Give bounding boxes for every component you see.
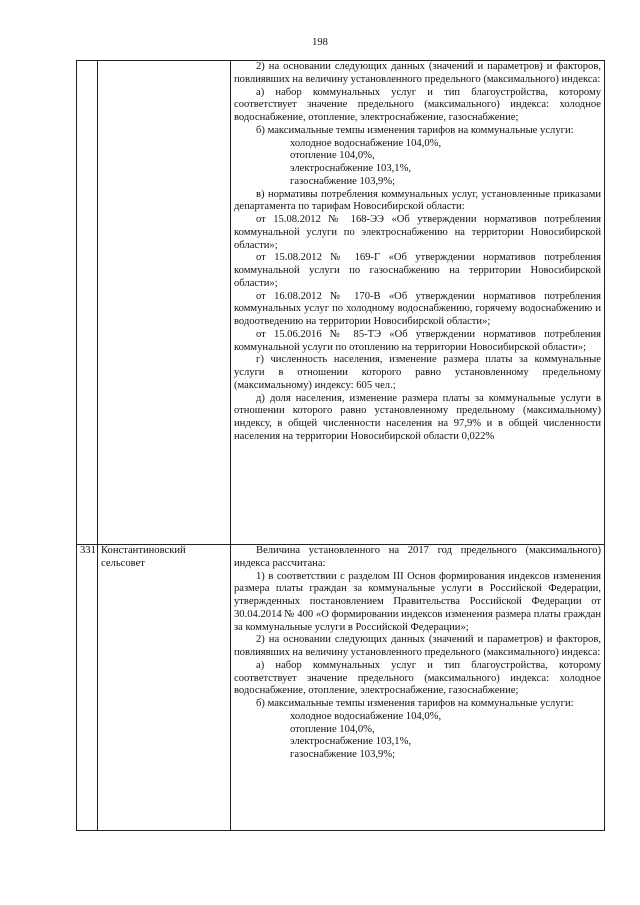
table-row xyxy=(77,545,605,831)
paragraph: от 15.06.2016 № 85-ТЭ «Об утверждении нормативов потребления коммунальной услуги по отоплению на территории Новосибирской области»; xyxy=(234,328,601,353)
paragraph: от 15.08.2012 № 168-ЭЭ «Об утверждении нормативов потребления коммунальной услуги по электроснабжению на территории Новосибирской области»; xyxy=(234,214,601,251)
municipality-name xyxy=(98,61,231,545)
paragraph: а) набор коммунальных услуг и тип благоустройства, которому соответствует значение предельного (максимального) индекса: холодное водоснабжение, отопление, электроснабжение, газоснабжение; xyxy=(234,86,601,123)
tariff-item: электроснабжение 103,1%, xyxy=(290,736,412,748)
paragraph: б) максимальные темпы изменения тарифов на коммунальные услуги: xyxy=(256,124,574,136)
tariff-item: отопление 104,0%, xyxy=(290,150,375,162)
paragraph: 2) на основании следующих данных (значений и параметров) и факторов, повлиявших на величину установленного предельного (максимального) индекса: xyxy=(234,634,601,658)
row-description xyxy=(231,545,605,831)
paragraph: от 15.08.2012 № 169-Г «Об утверждении нормативов потребления коммунальной услуги по газоснабжению на территории Новосибирской области»; xyxy=(234,252,601,289)
paragraph: д) доля населения, изменение размера платы за коммунальные услуги в отношении которого равно установленному предельному (максимальному) индексу, в общей численности населения на 97,9% и в общей численности населения на территории Новосибирской области 0,022% xyxy=(234,392,601,442)
tariff-item: холодное водоснабжение 104,0%, xyxy=(290,137,442,149)
row-number: 331 xyxy=(77,545,98,831)
page-number: 198 xyxy=(312,37,328,48)
paragraph: 1) в соответствии с разделом III Основ формирования индексов изменения размера платы граждан за коммунальные услуги в Российской Федерации, утвержденных постановлением Правительства Российской Федерации от 30.04.2014 № 400 «О формировании индексов изменения размера платы граждан за коммунальные услуги в Российской Федерации»; xyxy=(234,570,601,633)
tariff-item: электроснабжение 103,1%, xyxy=(290,163,412,174)
tariff-item: газоснабжение 103,9%; xyxy=(290,749,396,760)
tariff-index-table xyxy=(76,60,605,831)
paragraph: а) набор коммунальных услуг и тип благоустройства, которому соответствует значение предельного (максимального) индекса: холодное водоснабжение, отопление, электроснабжение, газоснабжение; xyxy=(234,659,601,697)
table-row xyxy=(77,61,605,545)
tariff-item: отопление 104,0%, xyxy=(290,723,375,735)
tariff-item: холодное водоснабжение 104,0%, xyxy=(290,710,442,722)
paragraph: г) численность населения, изменение размера платы за коммунальные услуги в отношении которого равно установленному предельному (максимальному) индексу: 605 чел.; xyxy=(234,354,601,391)
paragraph: Величина установленного на 2017 год предельного (максимального) индекса рассчитана: xyxy=(234,545,601,569)
municipality-name: Константиновский сельсовет xyxy=(98,545,231,831)
paragraph: 2) на основании следующих данных (значений и параметров) и факторов, повлиявших на величину установленного предельного (максимального) индекса: xyxy=(234,61,601,85)
paragraph: в) нормативы потребления коммунальных услуг, установленные приказами департамента по тарифам Новосибирской области: xyxy=(234,188,601,213)
tariff-item: газоснабжение 103,9%; xyxy=(290,175,396,187)
row-description xyxy=(231,61,605,545)
paragraph: от 16.08.2012 № 170-В «Об утверждении нормативов потребления коммунальных услуг по холодному водоснабжению, горячему водоснабжению и водоотведению на территории Новосибирской области»; xyxy=(234,290,601,327)
row-number xyxy=(77,61,98,545)
paragraph: б) максимальные темпы изменения тарифов на коммунальные услуги: xyxy=(256,698,574,709)
